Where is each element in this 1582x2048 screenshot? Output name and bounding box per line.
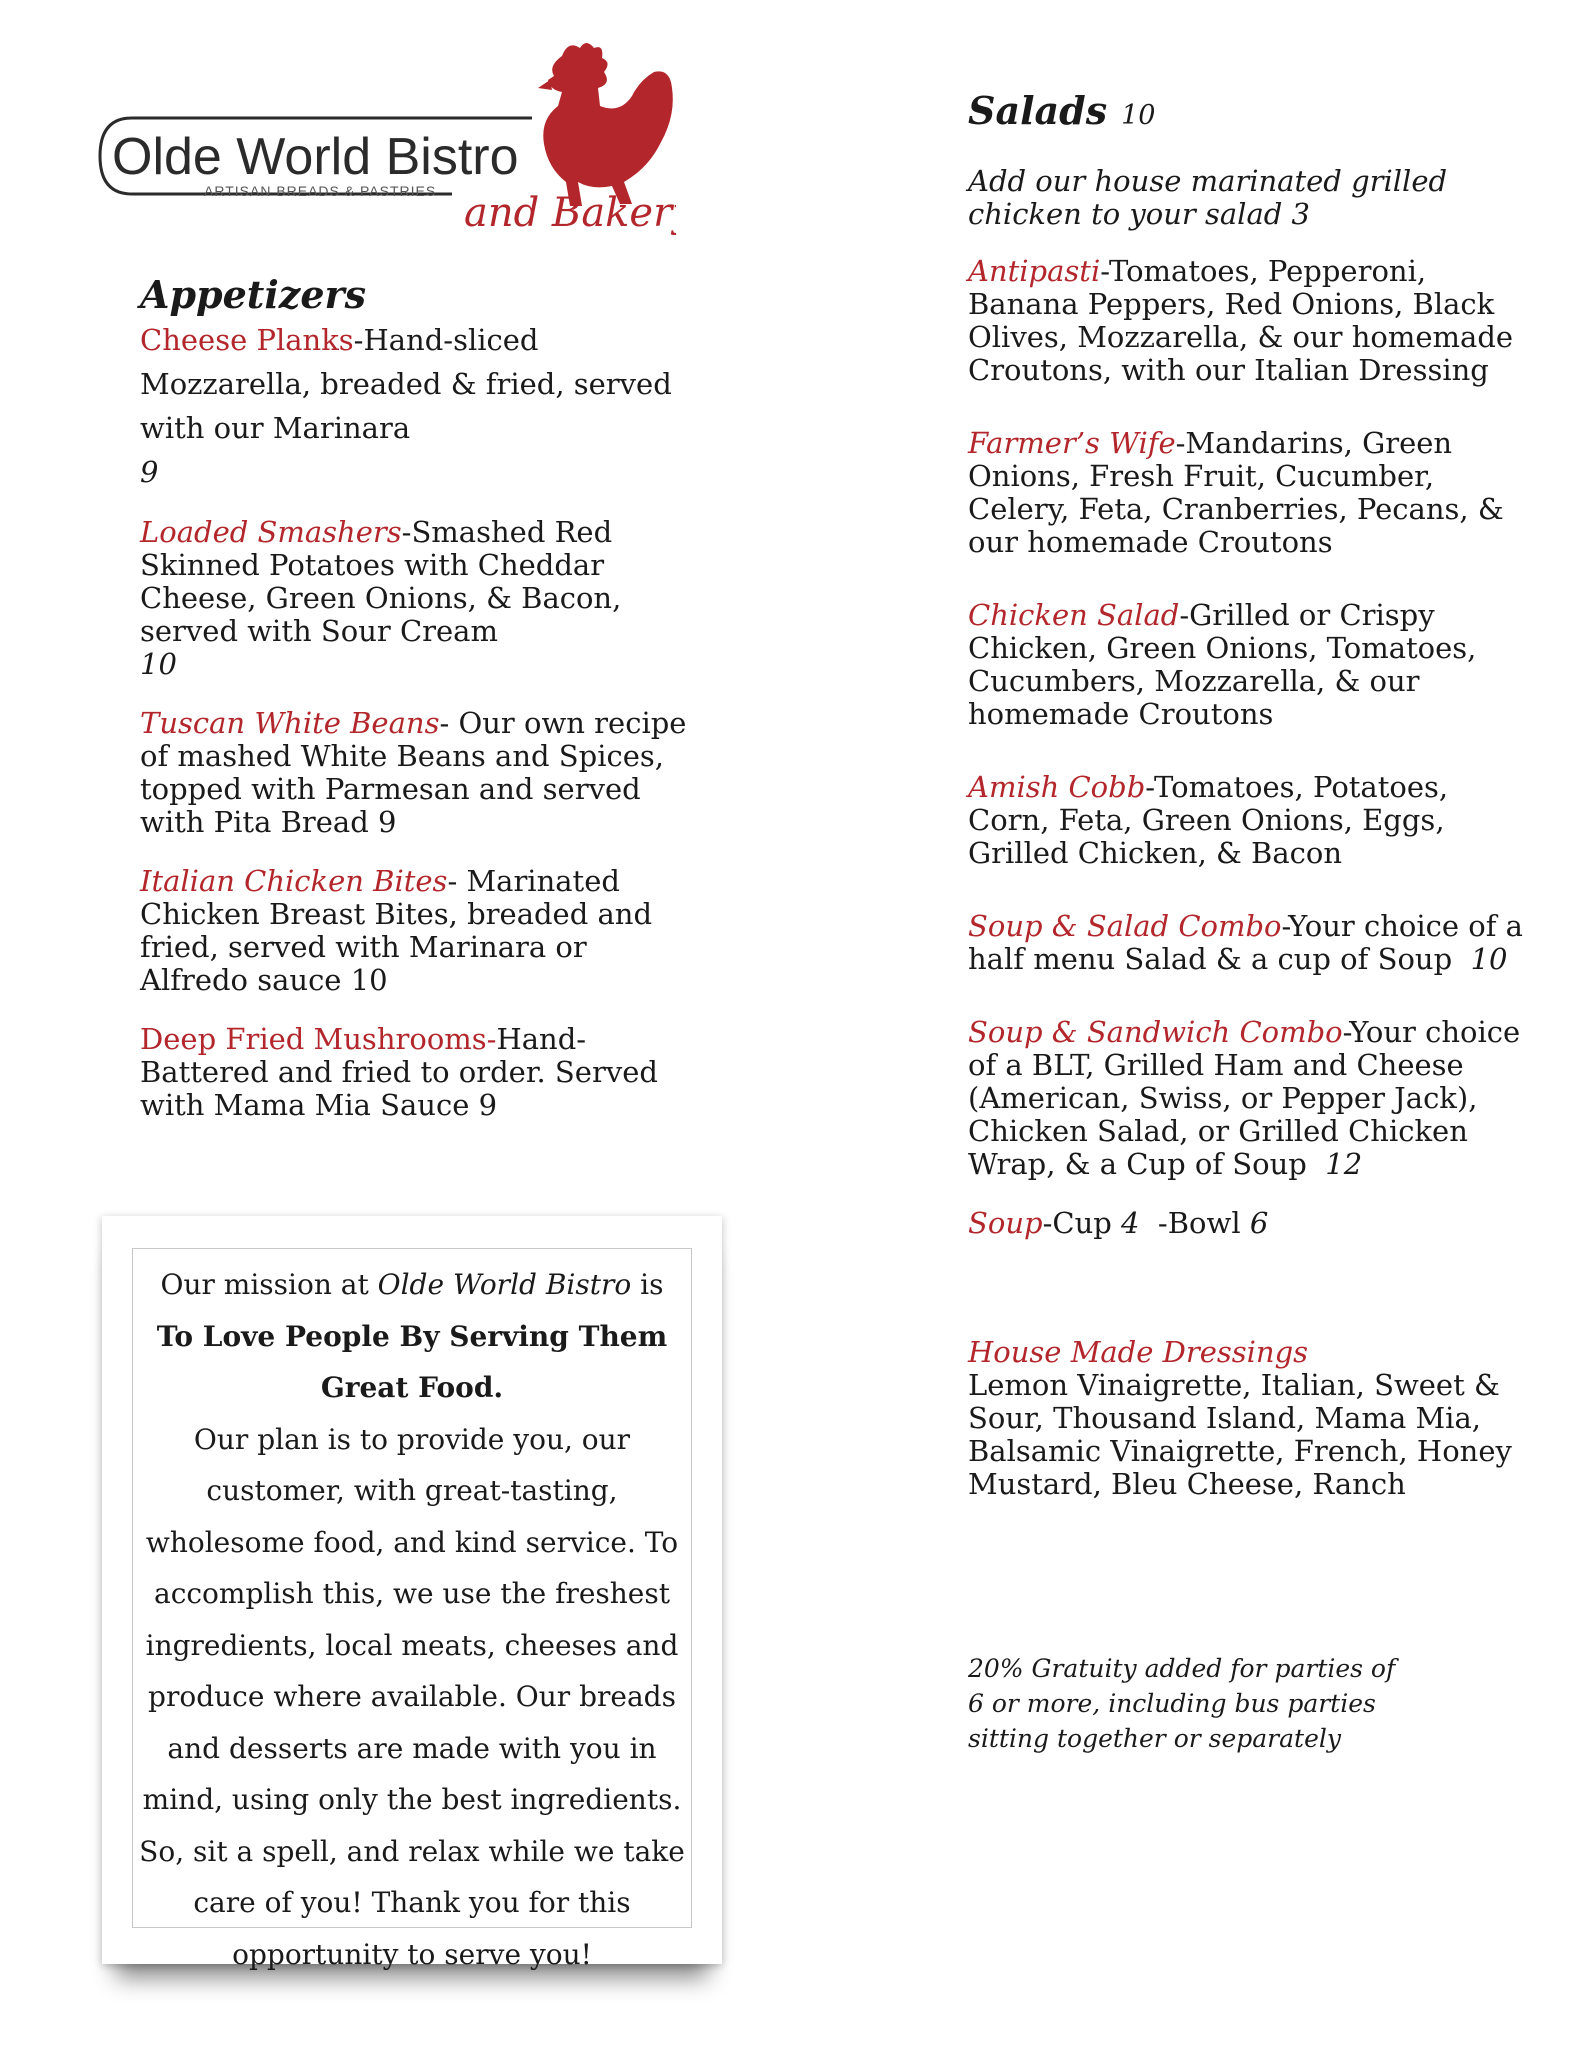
item-name: Soup & Salad Combo xyxy=(968,909,1282,943)
dressings-list: Lemon Vinaigrette, Italian, Sweet & Sour, Thousand Island, Mama Mia, Balsamic Vinaigrette, French, Honey Mustard, Bleu Cheese, Ranch xyxy=(968,1368,1512,1501)
item-price: 10 xyxy=(1470,942,1508,976)
appetizers-section xyxy=(140,272,700,1148)
item-desc: - Marinated Chicken Breast Bites, breaded and fried, served with Marinara or Alfredo sauce 10 xyxy=(140,864,653,997)
salads-price: 10 xyxy=(1121,100,1156,131)
item-name: Deep Fried Mushrooms- xyxy=(140,1022,497,1056)
item-name: Soup xyxy=(968,1206,1043,1240)
item-price: 12 xyxy=(1325,1147,1363,1181)
menu-item xyxy=(968,255,1528,387)
item-name: Tuscan White Beans xyxy=(140,706,440,740)
item-desc: -Grilled or Crispy Chicken, Green Onions, Tomatoes, Cucumbers, Mozzarella, & our homemade Croutons xyxy=(968,598,1477,731)
soup-cup-price: 4 xyxy=(1121,1206,1140,1240)
mission-bistro-name: Olde World Bistro xyxy=(377,1268,632,1301)
soup-bowl-label: -Bowl xyxy=(1157,1206,1241,1240)
dressings-section xyxy=(968,1336,1528,1501)
soup-cup-label: -Cup xyxy=(1042,1206,1112,1240)
mission-is: is xyxy=(640,1268,664,1301)
logo-graphic xyxy=(92,36,676,256)
item-desc: -Mandarins, Green Onions, Fresh Fruit, Cucumber, Celery, Feta, Cranberries, Pecans, & our homemade Croutons xyxy=(968,426,1504,559)
item-price: 9 xyxy=(140,455,159,489)
menu-item xyxy=(968,910,1528,976)
menu-item xyxy=(140,318,700,494)
appetizers-title: Appetizers xyxy=(140,272,366,317)
menu-item xyxy=(968,427,1528,559)
item-name: Farmer’s Wife xyxy=(968,426,1176,460)
menu-item xyxy=(140,707,700,839)
mission-statement: To Love People By Serving Them Great Food. xyxy=(156,1319,668,1404)
soup-bowl-price: 6 xyxy=(1249,1206,1269,1240)
item-desc: -Your choice of a BLT, Grilled Ham and Cheese (American, Swiss, or Pepper Jack), Chicken Salad, or Grilled Chicken Wrap, & a Cup of Soup xyxy=(968,1015,1521,1181)
rooster-icon xyxy=(538,43,673,206)
menu-item xyxy=(968,1016,1528,1181)
salads-section xyxy=(968,88,1528,1756)
item-name: Loaded Smashers xyxy=(140,515,402,549)
mission-body: Our plan is to provide you, our customer, with great-tasting, wholesome food, and kind service. To accomplish this, we use the freshest ingredients, local meats, cheeses and produce where available. Our breads and desserts are made with you in mind, using only the best ingredients. So, sit a spell, and relax while we take care of you! Thank you for this opportunity to serve you! xyxy=(139,1422,685,1971)
menu-item xyxy=(140,865,700,997)
item-name: Italian Chicken Bites xyxy=(140,864,448,898)
logo-name: Olde World Bistro xyxy=(112,128,519,186)
item-name: Amish Cobb xyxy=(968,770,1146,804)
salads-title xyxy=(968,88,1528,139)
item-price: 10 xyxy=(140,647,177,681)
item-desc: -Hand-sliced Mozzarella, breaded & fried, served with our Marinara xyxy=(140,323,672,445)
item-desc: - Our own recipe of mashed White Beans and Spices, topped with Parmesan and served with Pita Bread 9 xyxy=(140,706,687,839)
mission-card xyxy=(102,1216,722,1971)
item-desc: -Tomatoes, Potatoes, Corn, Feta, Green Onions, Eggs, Grilled Chicken, & Bacon xyxy=(968,770,1449,870)
item-name: Antipasti xyxy=(968,254,1101,288)
logo-script: and Bakery xyxy=(464,190,676,236)
logo xyxy=(92,36,676,256)
salad-chicken-note: Add our house marinated grilled chicken to your salad 3 xyxy=(968,164,1448,231)
menu-item xyxy=(140,516,700,681)
gratuity-note: 20% Gratuity added for parties of 6 or more, including bus parties sitting together or separately xyxy=(968,1654,1396,1753)
dressings-title: House Made Dressings xyxy=(968,1335,1309,1369)
menu-item xyxy=(968,771,1528,870)
mission-text xyxy=(132,1248,692,1971)
soup-item xyxy=(968,1207,1528,1240)
menu-item xyxy=(140,1023,700,1122)
item-name: Soup & Sandwich Combo xyxy=(968,1015,1343,1049)
menu-item xyxy=(968,599,1528,731)
logo-tagline: ARTISAN BREADS & PASTRIES xyxy=(204,183,437,199)
mission-intro: Our mission at xyxy=(160,1268,369,1301)
item-name: Cheese Planks xyxy=(140,323,354,357)
item-desc: Hand-Battered and fried to order. Served with Mama Mia Sauce 9 xyxy=(140,1022,658,1122)
item-desc: -Smashed Red Skinned Potatoes with Cheddar Cheese, Green Onions, & Bacon, served with Sour Cream xyxy=(140,515,622,648)
item-desc: -Your choice of a half menu Salad & a cup of Soup xyxy=(968,909,1523,976)
item-name: Chicken Salad xyxy=(968,598,1180,632)
item-desc: -Tomatoes, Pepperoni, Banana Peppers, Red Onions, Black Olives, Mozzarella, & our homemade Croutons, with our Italian Dressing xyxy=(968,254,1514,387)
salads-title-text: Salads xyxy=(968,88,1108,133)
